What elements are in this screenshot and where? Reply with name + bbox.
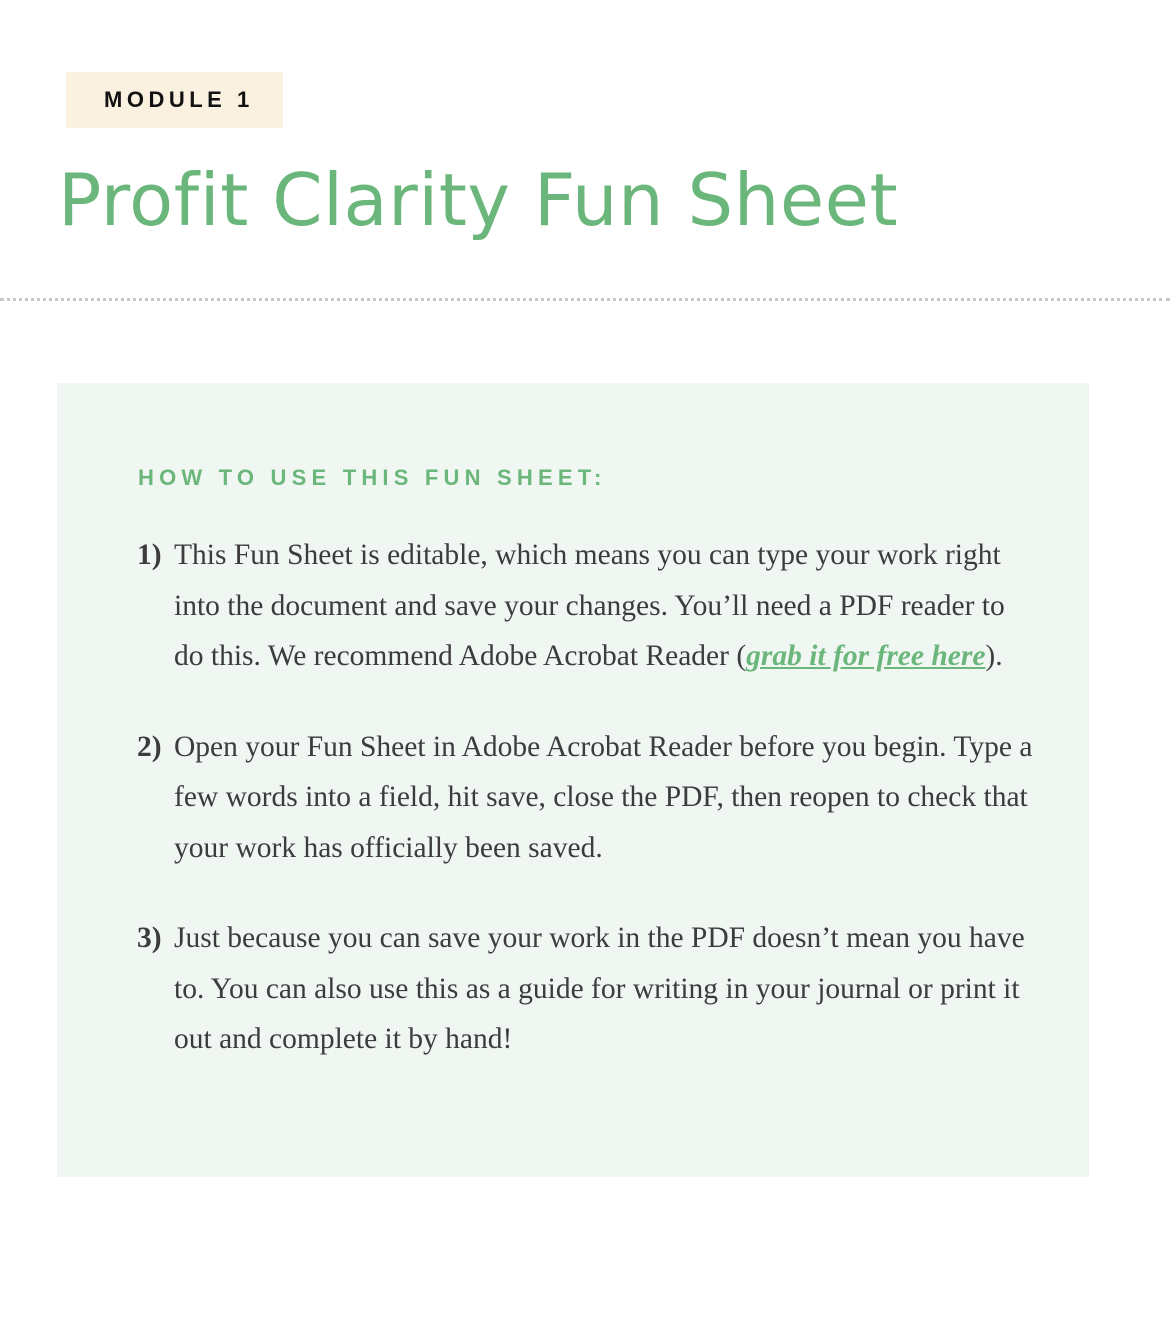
module-badge: MODULE 1	[66, 72, 283, 128]
instruction-number: 3)	[137, 922, 162, 954]
instruction-item-1	[137, 530, 1037, 682]
instructions-box	[57, 383, 1089, 1177]
dotted-divider	[0, 298, 1170, 301]
instruction-list	[137, 530, 1037, 1105]
page-title: Profit Clarity Fun Sheet	[58, 158, 899, 242]
instruction-text: Open your Fun Sheet in Adobe Acrobat Reader before you begin. Type a few words into a field, hit save, close the PDF, then reopen to check that your work has officially been saved.	[174, 730, 1033, 864]
instruction-text: Just because you can save your work in the PDF doesn’t mean you have to. You can also use this as a guide for writing in your journal or print it out and complete it by hand!	[174, 922, 1025, 1055]
instructions-heading: HOW TO USE THIS FUN SHEET:	[138, 465, 607, 490]
instruction-item-3	[137, 913, 1037, 1065]
instruction-text: This Fun Sheet is editable, which means you can type your work right into the document and save your changes. You’ll need a PDF reader to do this. We recommend Adobe Acrobat Reader (	[174, 539, 1005, 672]
download-reader-link[interactable]: grab it for free here	[746, 640, 986, 672]
instruction-item-2	[137, 722, 1037, 874]
instruction-text-end: ).	[985, 640, 1003, 672]
instruction-number: 2)	[137, 730, 162, 763]
instruction-number: 1)	[137, 539, 162, 571]
